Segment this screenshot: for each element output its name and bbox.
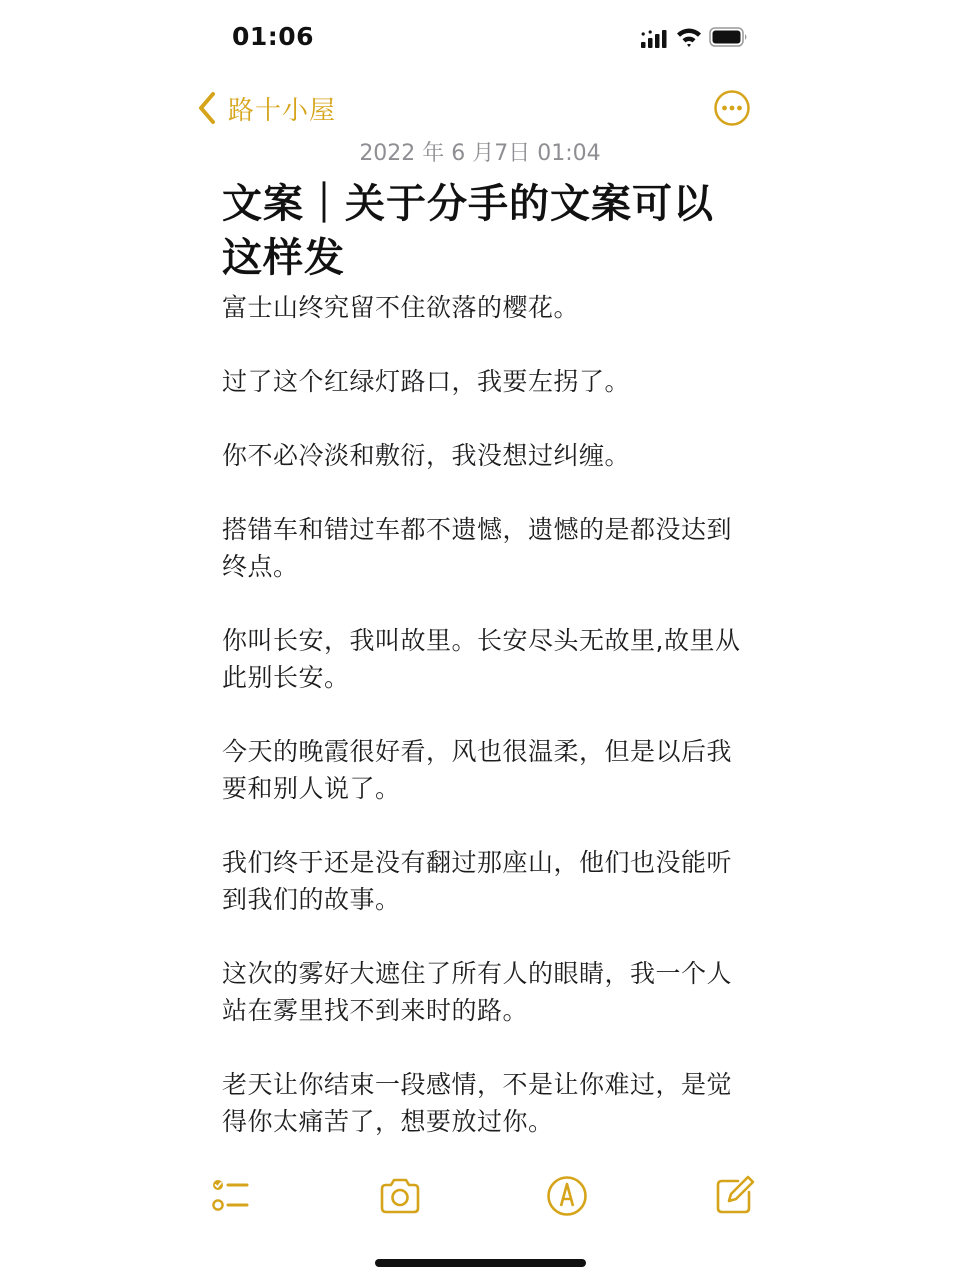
home-indicator[interactable] (375, 1259, 586, 1267)
checklist-icon[interactable] (209, 1174, 253, 1218)
bottom-toolbar (0, 1170, 960, 1222)
note-paragraph: 这次的雾好大遮住了所有人的眼睛，我一个人站在雾里找不到来时的路。 (222, 959, 733, 1025)
status-time: 01:06 (232, 22, 315, 51)
note-paragraph: 过了这个红绿灯路口，我要左拐了。 (222, 367, 631, 396)
back-button[interactable] (196, 86, 336, 130)
note-paragraph: 我们终于还是没有翻过那座山，他们也没能听到我们的故事。 (222, 848, 733, 914)
note-paragraph: 今天的晚霞很好看，风也很温柔，但是以后我要和别人说了。 (222, 737, 733, 803)
ellipsis-circle-icon[interactable] (713, 89, 751, 127)
back-button-label: 路十小屋 (228, 95, 337, 126)
battery-icon (709, 26, 749, 48)
compose-icon[interactable] (712, 1174, 756, 1218)
navigation-bar (0, 80, 960, 136)
status-bar (0, 0, 960, 78)
note-paragraph: 你叫长安，我叫故里。长安尽头无故里,故里从此别长安。 (222, 626, 741, 692)
wifi-icon (676, 26, 702, 48)
note-paragraph: 搭错车和错过车都不遗憾，遗憾的是都没达到终点。 (222, 515, 733, 581)
note-body[interactable] (222, 289, 742, 1169)
note-paragraph: 富士山终究留不住欲落的樱花。 (222, 293, 580, 322)
camera-icon[interactable] (378, 1174, 422, 1218)
markup-pen-icon[interactable] (545, 1174, 589, 1218)
note-date: 2022 年 6 月7日 01:04 (359, 141, 601, 166)
chevron-left-icon (196, 91, 218, 125)
cellular-signal-icon (641, 30, 669, 48)
note-title[interactable]: 文案｜关于分手的文案可以这样发 (222, 181, 714, 281)
note-paragraph: 老天让你结束一段感情，不是让你难过，是觉得你太痛苦了，想要放过你。 (222, 1070, 733, 1136)
note-paragraph: 你不必冷淡和敷衍，我没想过纠缠。 (222, 441, 631, 470)
